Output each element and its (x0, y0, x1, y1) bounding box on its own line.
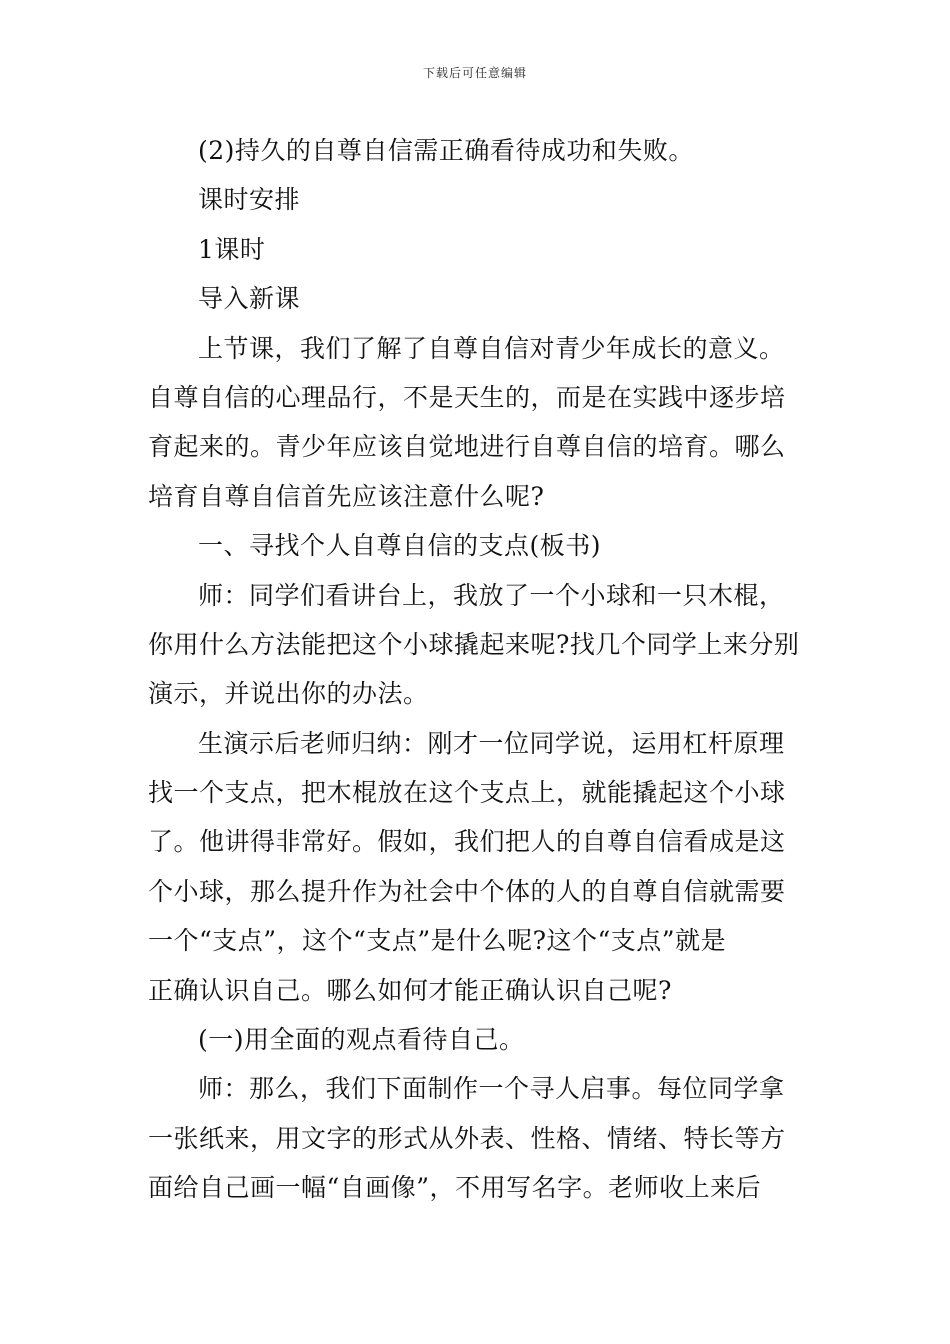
text-line: 正确认识自己。哪么如何才能正确认识自己呢? (148, 975, 672, 1005)
section-heading: 导入新课 (198, 284, 301, 314)
text-line: (2)持久的自尊自信需正确看待成功和失败。 (198, 136, 694, 165)
text-line: 演示，并说出你的办法。 (148, 679, 429, 709)
text-line: 上节课，我们了解了自尊自信对青少年成长的意义。 (198, 333, 785, 363)
text-line: 1课时 (198, 234, 266, 264)
text-line: 找一个支点，把木棍放在这个支点上，就能撬起这个小球 (148, 778, 786, 808)
text-line: 一个“支点”，这个“支点”是什么呢?这个“支点”就是 (148, 926, 727, 956)
text-line: 自尊自信的心理品行，不是天生的，而是在实践中逐步培 (148, 382, 786, 412)
text-line: 个小球，那么提升作为社会中个体的人的自尊自信就需要 (148, 876, 786, 906)
text-line: 一张纸来，用文字的形式从外表、性格、情绪、特长等方 (148, 1123, 786, 1153)
text-line: 培育自尊自信首先应该注意什么呢? (148, 481, 545, 511)
text-line: 面给自己画一幅“自画像”，不用写名字。老师收上来后 (148, 1173, 762, 1203)
section-heading: 课时安排 (198, 185, 301, 215)
text-line: 育起来的。青少年应该自觉地进行自尊自信的培育。哪么 (148, 432, 786, 462)
text-line: 师：那么，我们下面制作一个寻人启事。每位同学拿 (198, 1074, 785, 1104)
section-heading: 一、寻找个人自尊自信的支点(板书) (198, 531, 602, 561)
text-line: 生演示后老师归纳：刚才一位同学说，运用杠杆原理 (198, 728, 785, 758)
text-line: 了。他讲得非常好。假如，我们把人的自尊自信看成是这 (148, 827, 786, 857)
text-line: 师：同学们看讲台上，我放了一个小球和一只木棍， (198, 580, 785, 610)
page-header: 下载后可任意编辑 (422, 66, 527, 80)
document-body (148, 126, 808, 1213)
subsection-heading: (一)用全面的观点看待自己。 (198, 1025, 525, 1055)
text-line: 你用什么方法能把这个小球撬起来呢?找几个同学上来分别 (148, 629, 800, 659)
